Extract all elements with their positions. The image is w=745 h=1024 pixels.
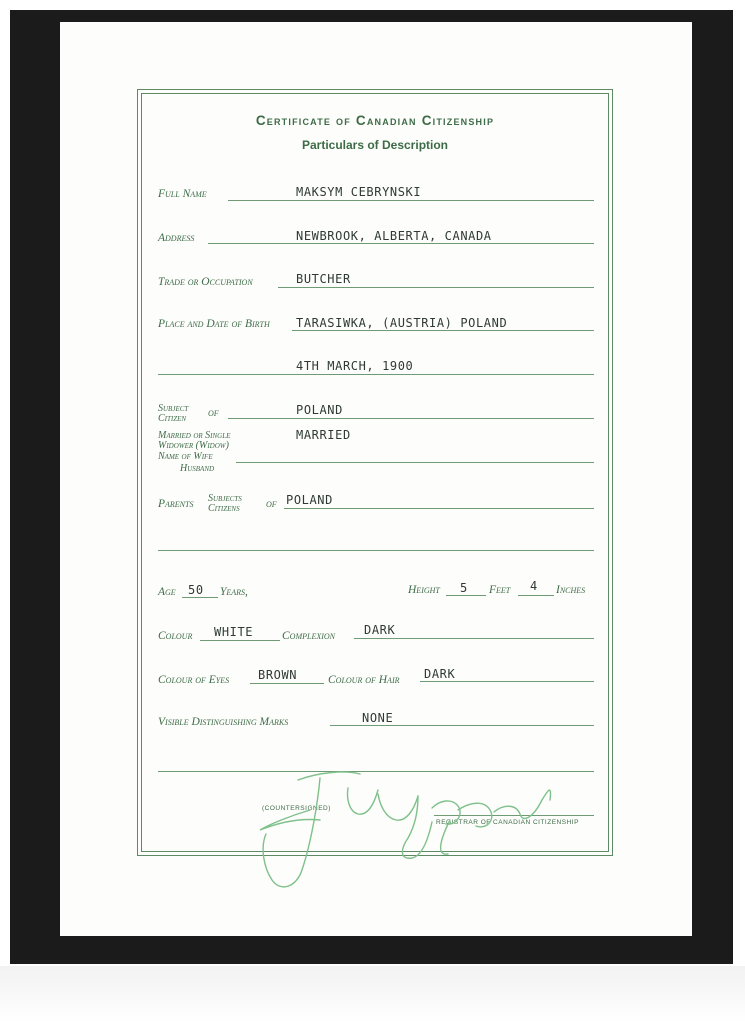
age-value: 50: [188, 583, 204, 597]
address-value: NEWBROOK, ALBERTA, CANADA: [296, 229, 492, 243]
birth-date-value: 4TH MARCH, 1900: [296, 359, 414, 373]
age-unit: Years,: [220, 586, 248, 598]
full-name-label: Full Name: [158, 188, 207, 200]
colour-value: WHITE: [214, 625, 254, 639]
height-inches-unit: Inches: [556, 584, 586, 596]
complexion-rule: [354, 638, 594, 639]
address-label: Address: [158, 232, 195, 244]
full-name-value: MAKSYM CEBRYNSKI: [296, 185, 422, 199]
certificate-title: Certificate of Canadian Citizenship: [255, 113, 495, 128]
age-rule: [182, 597, 218, 598]
countersigned-label: (COUNTERSIGNED): [262, 805, 331, 812]
registrar-label: REGISTRAR OF CANADIAN CITIZENSHIP: [436, 819, 579, 826]
husband-label: Husband: [180, 463, 215, 474]
eyes-label: Colour of Eyes: [158, 674, 230, 686]
height-label: Height: [408, 584, 440, 596]
birth-label: Place and Date of Birth: [158, 318, 270, 330]
occupation-label: Trade or Occupation: [158, 276, 253, 288]
subject-rule: [228, 418, 594, 419]
full-name-rule: [228, 200, 594, 201]
height-inches-rule: [518, 595, 554, 596]
marks-label: Visible Distinguishing Marks: [158, 716, 289, 728]
citizen-label: Citizen: [158, 413, 187, 424]
subject-value: POLAND: [296, 403, 343, 417]
occupation-rule: [278, 287, 594, 288]
scan-bottom-edge: [0, 966, 745, 1024]
height-feet-rule: [446, 595, 486, 596]
widower-label: Widower (Widow): [158, 440, 229, 451]
registrar-signature: [250, 760, 560, 900]
parents-value: POLAND: [286, 493, 333, 507]
complexion-label: Complexion: [282, 630, 335, 642]
parents-rule: [284, 508, 594, 509]
spouse-rule: [236, 462, 594, 463]
birth-date-rule: [158, 374, 594, 375]
height-feet-value: 5: [460, 581, 468, 595]
subject-of-label: of: [208, 407, 219, 419]
colour-label: Colour: [158, 630, 193, 642]
parents-subjects-label: Subjects: [208, 493, 242, 504]
birth-place-value: TARASIWKA, (AUSTRIA) POLAND: [296, 316, 508, 330]
hair-rule: [420, 681, 594, 682]
hair-label: Colour of Hair: [328, 674, 400, 686]
hair-value: DARK: [424, 667, 456, 681]
marital-label: Married or Single: [158, 430, 231, 441]
marks-rule: [330, 725, 594, 726]
height-feet-unit: Feet: [489, 584, 511, 596]
parents-citizens-label: Citizens: [208, 503, 240, 514]
certificate-subtitle: Particulars of Description: [301, 138, 449, 152]
spouse-label: Name of Wife: [158, 451, 213, 462]
height-inches-value: 4: [530, 579, 538, 593]
parents-label: Parents: [158, 498, 194, 510]
occupation-value: BUTCHER: [296, 272, 351, 286]
marks-value: NONE: [362, 711, 394, 725]
address-rule: [208, 243, 594, 244]
eyes-rule: [250, 683, 324, 684]
subject-label: Subject: [158, 403, 189, 414]
age-label: Age: [158, 586, 176, 598]
eyes-value: BROWN: [258, 668, 298, 682]
marital-value: MARRIED: [296, 428, 351, 442]
colour-rule: [200, 640, 280, 641]
parents-of-label: of: [266, 498, 277, 510]
complexion-value: DARK: [364, 623, 396, 637]
blank-rule: [158, 550, 594, 551]
birth-place-rule: [292, 330, 594, 331]
